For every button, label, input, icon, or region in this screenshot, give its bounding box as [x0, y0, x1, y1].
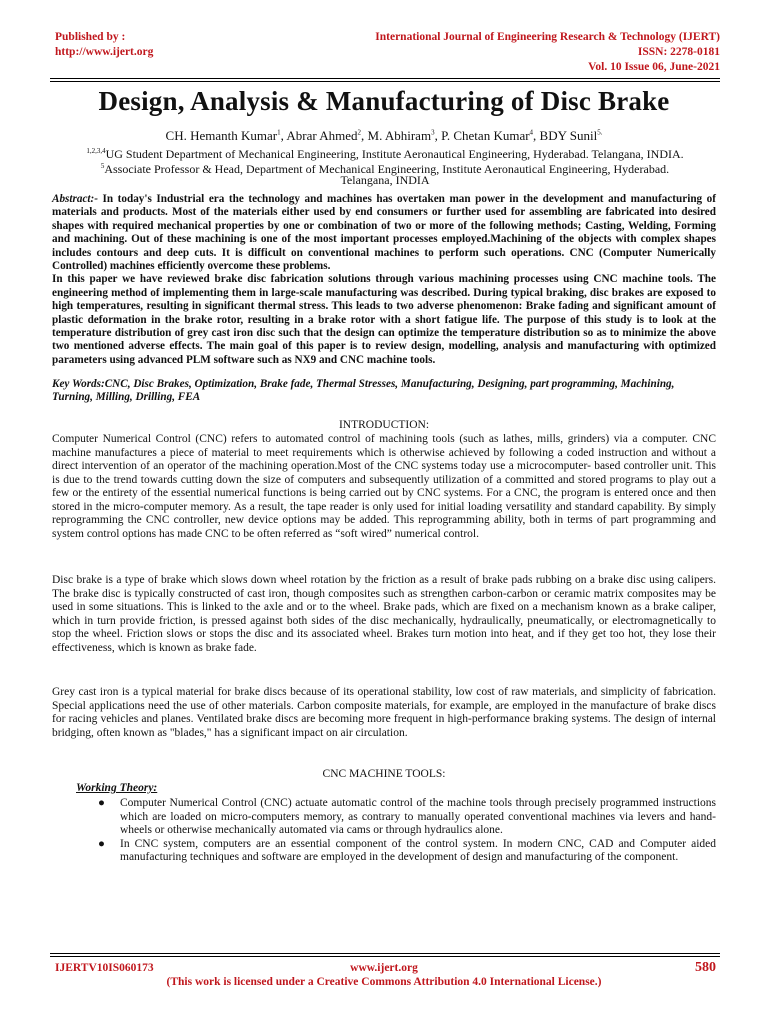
author-list: CH. Hemanth Kumar$^1$, Abrar Ahmed$^2$, M. Abhiram$^3$, P. Chetan Kumar$^4$, BDY Sunil$^{5.}$ [165, 128, 603, 143]
publisher-block [55, 30, 153, 60]
author-name: CH. Hemanth Kumar [165, 128, 278, 143]
affiliation-text: Telangana, INDIA [340, 173, 430, 187]
intro-paragraph-3: Grey cast iron is a typical material for brake discs because of its operational stability, low cost of raw materials, and simplicity of fabrication. Special applications need the use of other materials. Carbon composite materials, for example, are employed in the manufacture of brake discs for racing vehicles and planes. Ventilated brake discs are becoming more frequent in high-performance braking systems. The design of internal bridging, often known as "blades," has a significant impact on air circulation. [52, 686, 716, 739]
affiliation-text: UG Student Department of Mechanical Engineering, Institute Aeronautical Engineering, Hyderabad. Telangana, INDIA. [105, 147, 684, 161]
affiliation-text: Associate Professor & Head, Department of Mechanical Engineering, Institute Aeronautical Engineering, Hyderabad. [104, 162, 670, 176]
page-number: 580 [695, 960, 716, 975]
author-name: M. Abhiram [367, 128, 432, 143]
author-sup: 5. [597, 128, 603, 137]
author-sup: 4 [529, 128, 534, 137]
list-item-text: Computer Numerical Control (CNC) actuate automatic control of the machine tools through precisely programmed instructions which are loaded on micro-computers memory, as contrary to manually operated conventional machines via levers and hand-wheels or otherwise mechanically automated via cams or through hydraulics alone. [120, 797, 716, 836]
author-name: Abrar Ahmed [286, 128, 358, 143]
footer-rule-thin [50, 956, 720, 957]
affiliation-3 [50, 173, 720, 188]
author-sup: 2 [357, 128, 362, 137]
list-item [52, 797, 716, 838]
bullet-icon: ● [98, 837, 105, 850]
header-rule-thin [50, 81, 720, 82]
author-name: BDY Sunil [539, 128, 598, 143]
section-heading-introduction: INTRODUCTION: [338, 419, 430, 431]
issn: ISSN: 2278-0181 [637, 46, 720, 58]
volume-issue: Vol. 10 Issue 06, June-2021 [588, 61, 720, 73]
author-sup: 3 [431, 128, 435, 137]
publisher-url-link[interactable]: http://www.ijert.org [55, 46, 154, 58]
journal-block [375, 30, 720, 75]
author-name: P. Chetan Kumar [441, 128, 530, 143]
abstract [52, 193, 716, 367]
keywords: Key Words:CNC, Disc Brakes, Optimization, Brake fade, Thermal Stresses, Manufacturing, Designing, part programming, Machining, Turning, Milling, Drilling, FEA [52, 378, 675, 404]
intro-paragraph-2: Disc brake is a type of brake which slows down wheel rotation by the friction as a result of brake pads rubbing on a brake disc using calipers. The brake disc is typically constructed of cast iron, though composites such as strengthen carbon-carbon or ceramic matrix composites may be used in some situations. This is linked to the axle and or to the wheel. Brake pads, which are fixed on a mechanism known as a brake caliper, which in turn provide friction, is pressed against both sides of the disc mechanically, hydraulically, pneumatically, or electromagnetically to stop the wheel. Friction slows or stops the disc and its associated wheel. Brakes turn motion into heat, and if they get too hot, they lose their effectiveness, which is known as brake fade. [52, 574, 716, 654]
footer-url-link[interactable]: www.ijert.org [350, 962, 418, 974]
abstract-label: Abstract:- [52, 193, 98, 205]
license-notice: (This work is licensed under a Creative Commons Attribution 4.0 International License.) [166, 976, 602, 988]
list-item [52, 838, 716, 865]
header-rule [50, 78, 720, 79]
author-sup: 1 [277, 128, 281, 137]
bullet-icon: ● [98, 797, 105, 809]
section-heading-cnc: CNC MACHINE TOOLS: [322, 768, 446, 780]
journal-name: International Journal of Engineering Research & Technology (IJERT) [375, 31, 720, 43]
affiliation-sup: 5 [100, 162, 105, 170]
affiliation-sup: 1,2,3,4 [86, 147, 106, 155]
paper-title: Design, Analysis & Manufacturing of Disc Brake [98, 86, 670, 116]
abstract-para-1 [52, 193, 716, 273]
intro-paragraph-1: Computer Numerical Control (CNC) refers to automated control of machining tools (such as lathes, mills, grinders) via a computer. CNC machine manufactures a piece of material to meet requirements which is otherwise achieved by following a coded instruction and without a direct intervention of an operator of the machining operation.Most of the CNC systems today use a microcomputer- based controller unit. This is due to the trend towards cutting down the size of computers and subsequently utilization of a committed and stored programs to play out a few or the entirety of the essential numerical functions is being carried out by CNC systems. For a CNC, the program is entered once and then stored in the micro-computer memory. As a result, the tape reader is only used for initial loading versatility and standard capability. By simply reprogramming the CNC controller, new device options may be added. This reprogramming ability, both in terms of part programming and system control options has made CNC to be often referred as “soft wired” numerical control. [52, 433, 716, 540]
paper-id: IJERTV10IS060173 [55, 962, 154, 974]
list-item-text: In CNC system, computers are an essential component of the control system. In modern CNC, CAD and Computer aided manufacturing techniques and software are employed in the development of design and manufacturing of the component. [120, 837, 716, 863]
abstract-para-2: In this paper we have reviewed brake disc fabrication solutions through various machining processes using CNC machine tools. The engineering method of implementing them in large-scale manufacturing was described. During typical braking, disc brakes are exposed to high temperatures, resulting in significant thermal stress. This leads to two adverse phenomenon: Brake fading and significant amount of plastic deformation in the brake rotor, resulting in a brake rotor with a short fatigue life. The purpose of this study is to look at the temperature distribution of grey cast iron disc such that the design can optimize the temperature distribution so as to minimize the above two mentioned adverse effects. The main goal of this paper is to review design, modelling, analysis and manufacturing with optimized parameters using advanced PLM software such as NX9 and CNC machine tools. [52, 273, 716, 366]
bullet-list [52, 797, 716, 865]
abstract-text: In today's Industrial era the technology and machines has overtaken man power in the development and manufacturing of materials and products. Most of the materials either used by end consumers or further used for assembling are fabricated into desired shapes with required mechanical properties by one or combination of two or more of the following methods; Casting, Welding, Forming and machining. Out of these machining is one of the most important processes employed.Machining of the objects with complex shapes includes contours and deep cuts. It is difficult on conventional machines to perform such operations. CNC (Computer Numerically Controlled) machines efficiently overcome these problems. [52, 193, 716, 273]
subheading-working-theory: Working Theory: [76, 782, 158, 794]
footer-rule [50, 953, 720, 954]
published-by-label: Published by : [55, 31, 126, 43]
